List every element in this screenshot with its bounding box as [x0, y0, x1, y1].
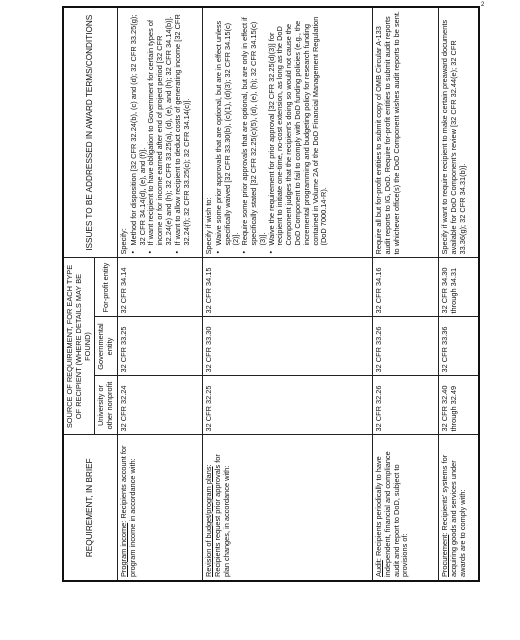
table-row-revision: [202, 7, 372, 581]
source-university: 32 CFR 32.26: [372, 376, 438, 435]
table-row-program-income: [117, 7, 202, 581]
requirement-text: : Recipients request prior approvals for plan changes, in accordance with:: [203, 454, 231, 577]
requirement-cell: [117, 435, 202, 581]
issues-cell: [117, 7, 202, 258]
issues-intro: Specify if want to require recipient to make certain preaward documents available for DoD Component's review [32 CFR 32.44(e); 32 CFR 33.36(g); 32 CFR 34.31(b)].: [439, 19, 467, 255]
source-forprofit: 32 CFR 34.15: [202, 258, 372, 317]
source-university: 32 CFR 32.24: [117, 376, 202, 435]
issues-cell: [202, 7, 372, 258]
requirement-title: Program income: [118, 522, 128, 577]
issues-list: [215, 11, 329, 255]
list-item: ▪ Waive the requirement for prior approval [32 CFR 32.25(d)(3)] for recipient to initiate one-time, no-cost extension, as long as the DoD Component judges that the recipient's doing so would not cause the DoD Component to fail to comply with DoD funding policies (e.g., the incremental programming and budgeting policy for research funding contained in Volume 2A of the DoD Financial Management Regulation (DoD 7000.14-R).: [268, 11, 330, 246]
requirement-title: Audit: [373, 560, 383, 577]
list-item: ▪ If want to allow recipient to deduct costs of generating income [32 CFR 32.24(f); 32 CFR 33.25(c); 32 CFR 34.14(c)].: [174, 11, 192, 246]
requirement-cell: [372, 435, 438, 581]
requirement-text: : Recipients' systems for acquiring goods and services under awards are to comply with:: [439, 454, 467, 577]
issues-cell: [372, 7, 438, 258]
table-row-audit: [372, 7, 438, 581]
requirement-title: Procurement: [439, 534, 449, 577]
source-governmental: 32 CFR 33.36: [438, 317, 479, 376]
source-university: 32 CFR 32.25: [202, 376, 372, 435]
requirement-text: : Recipients periodically to have independent, financial and compliance audit and report to DoD, subject to provisions of:: [373, 451, 410, 577]
issues-intro: Specify:: [118, 228, 128, 255]
issues-cell: [438, 7, 479, 258]
requirement-text: : Recipients account for program income in accordance with:: [118, 445, 137, 577]
source-governmental: 32 CFR 33.26: [372, 317, 438, 376]
issues-list: [130, 11, 192, 255]
header-forprofit: For-profit entity: [95, 258, 118, 317]
requirement-cell: [438, 435, 479, 581]
requirement-title: Revision of budget/program plans: [203, 466, 213, 577]
table-row-procurement: [438, 7, 479, 581]
source-governmental: 32 CFR 33.30: [202, 317, 372, 376]
source-university: 32 CFR 32.40 through 32.49: [438, 376, 479, 435]
source-forprofit: 32 CFR 34.16: [372, 258, 438, 317]
header-source: SOURCE OF REQUIREMENT, FOR EACH TYPE OF RECIPIENT (WHERE DETAILS MAY BE FOUND): [63, 258, 95, 435]
issues-intro: Require all but for-profit entities to submit copy of OMB Circular A-133 audit reports to IG, DoD. Require for-profit entities to submit audit reports to whichever office(s) the DoD Component wishes audit reports to be sent.: [373, 11, 401, 255]
list-item: ▪ Require some prior approvals that are optional, but are only in effect if specifically stated [32 CFR 32.25(c)(5), (d), (e), (h); 32 CFR 34.15(c)(3)].: [241, 11, 267, 246]
header-governmental: Governmental entity: [95, 317, 118, 376]
header-issues: ISSUES TO BE ADDRESSED IN AWARD TERMS/CONDITIONS: [63, 7, 117, 258]
list-item: ▪ Method for disposition [32 CFR 32.24(b), (c) and (d); 32 CFR 33.25(g); 32 CFR 34.14(d), (e), and (f)].: [130, 11, 148, 246]
list-item: ▪ If want recipient to have obligation to Government for certain types of income or for income earned after end of project period [32 CFR 32.24(e) and (h); 32 CFR 33.25(a), (d), (e), and (h); 32 CFR 34.14(b)].: [147, 11, 173, 246]
page-mark: 2: [481, 2, 485, 8]
header-university: University or other nonprofit: [95, 376, 118, 435]
source-forprofit: 32 CFR 34.14: [117, 258, 202, 317]
source-governmental: 32 CFR 33.25: [117, 317, 202, 376]
header-requirement: REQUIREMENT, IN BRIEF: [63, 435, 117, 581]
list-item: ▪ Waive some prior approvals that are optional, but are in effect unless specifically waived [32 CFR 33.30(b), (c)(1), (d)(3); 32 CFR 34.15(c)(2)].: [215, 11, 241, 246]
requirement-cell: [202, 435, 372, 581]
source-forprofit: 32 CFR 34.30 through 34.31: [438, 258, 479, 317]
issues-intro: Specify if wish to:: [203, 197, 213, 255]
rotated-page: [62, 8, 480, 582]
requirements-table: [62, 6, 480, 582]
